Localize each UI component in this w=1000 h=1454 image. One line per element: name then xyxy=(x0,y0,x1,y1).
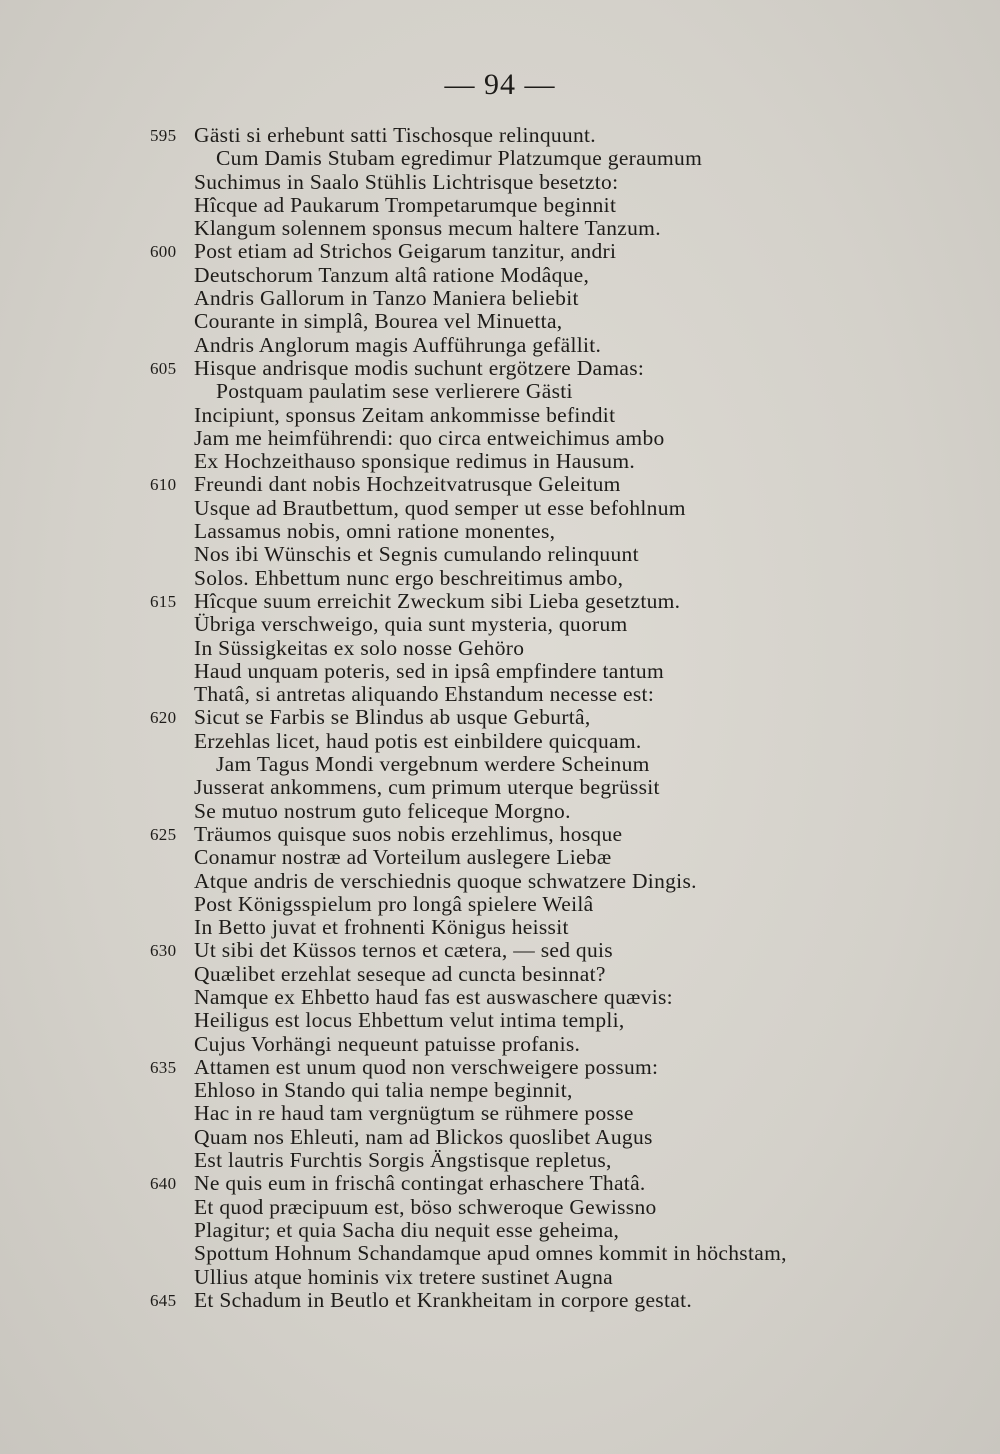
verse-line xyxy=(0,450,1000,473)
verse-line xyxy=(0,939,1000,962)
verse-line xyxy=(0,1033,1000,1056)
verse-line xyxy=(0,567,1000,590)
verse-text: Ex Hochzeithauso sponsique redimus in Hausum. xyxy=(194,449,636,474)
verse-line xyxy=(0,683,1000,706)
verse-line xyxy=(0,963,1000,986)
line-number: 635 xyxy=(150,1057,177,1077)
verse-text: Cum Damis Stubam egredimur Platzumque geraumum xyxy=(216,146,703,171)
verse-text: Klangum solennem sponsus mecum haltere Tanzum. xyxy=(194,216,661,241)
verse-text: Attamen est unum quod non verschweigere possum: xyxy=(194,1054,659,1079)
line-number: 615 xyxy=(150,591,177,611)
verse-line xyxy=(0,893,1000,916)
verse-text: Jusserat ankommens, cum primum uterque begrüssit xyxy=(194,775,660,800)
verse-text: Andris Anglorum magis Aufführunga gefällit. xyxy=(194,332,602,357)
verse-line xyxy=(0,520,1000,543)
line-number: 595 xyxy=(150,126,177,145)
verse-text: In Betto juvat et frohnenti Königus heissit xyxy=(194,915,569,940)
verse-line xyxy=(0,776,1000,799)
verse-text: Freundi dant nobis Hochzeitvatrusque Geleitum xyxy=(194,472,621,497)
verse-text: Hîcque ad Paukarum Trompetarumque beginnit xyxy=(194,192,617,217)
verse-line xyxy=(0,217,1000,240)
line-number: 605 xyxy=(150,358,177,378)
verse-text: Jam Tagus Mondi vergebnum werdere Scheinum xyxy=(216,752,650,777)
verse-line xyxy=(0,800,1000,823)
verse-line xyxy=(0,706,1000,729)
verse-text: Spottum Hohnum Schandamque apud omnes kommit in höchstam, xyxy=(194,1241,787,1266)
verse-line xyxy=(0,823,1000,846)
verse-line xyxy=(0,916,1000,939)
verse-line xyxy=(0,357,1000,380)
verse-line xyxy=(0,124,1000,147)
verse-line xyxy=(0,753,1000,776)
verse-text: Incipiunt, sponsus Zeitam ankommisse befindit xyxy=(194,402,616,427)
line-number: 610 xyxy=(150,475,177,495)
verse-line xyxy=(0,427,1000,450)
verse-text: Plagitur; et quia Sacha diu nequit esse geheima, xyxy=(194,1217,620,1242)
line-number: 600 xyxy=(150,242,177,262)
line-number: 645 xyxy=(150,1290,177,1310)
verse-line xyxy=(0,1149,1000,1172)
verse-line xyxy=(0,334,1000,357)
verse-text: Cujus Vorhängi nequeunt patuisse profanis. xyxy=(194,1031,581,1056)
verse-line xyxy=(0,194,1000,217)
verse-text: Deutschorum Tanzum altâ ratione Modâque, xyxy=(194,262,590,287)
verse-line xyxy=(0,1126,1000,1149)
verse-line xyxy=(0,287,1000,310)
verse-text: Übriga verschweigo, quia sunt mysteria, quorum xyxy=(194,612,628,637)
line-number: 625 xyxy=(150,824,177,844)
verse-line xyxy=(0,1196,1000,1219)
verse-text: Jam me heimführendi: quo circa entweichimus ambo xyxy=(194,425,665,450)
verse-line xyxy=(0,473,1000,496)
verse-text: Träumos quisque suos nobis erzehlimus, hosque xyxy=(194,821,623,846)
verse-line xyxy=(0,1172,1000,1195)
verse-line xyxy=(0,590,1000,613)
verse-line xyxy=(0,1266,1000,1289)
verse-line xyxy=(0,660,1000,683)
verse-text: Quælibet erzehlat seseque ad cuncta besinnat? xyxy=(194,961,606,986)
line-number: 630 xyxy=(150,941,177,961)
verse-text: Post Königsspielum pro longâ spielere Weilâ xyxy=(194,891,594,916)
page-number-header: — 94 — xyxy=(444,68,556,101)
verse-text: Et quod præcipuum est, böso schweroque Gewissno xyxy=(194,1194,657,1219)
verse-text: Hîcque suum erreichit Zweckum sibi Lieba gesetztum. xyxy=(194,588,681,613)
verse-text: In Süssigkeitas ex solo nosse Gehöro xyxy=(194,635,525,660)
verse-text: Se mutuo nostrum guto feliceque Morgno. xyxy=(194,798,571,823)
verse-text: Andris Gallorum in Tanzo Maniera beliebit xyxy=(194,286,579,311)
verse-line xyxy=(0,1056,1000,1079)
verse-text: Ehloso in Stando qui talia nempe beginnit, xyxy=(194,1078,573,1103)
verse-line xyxy=(0,380,1000,403)
verse-line xyxy=(0,1079,1000,1102)
verse-text: Conamur nostræ ad Vorteilum auslegere Liebæ xyxy=(194,845,612,870)
verse-text: Est lautris Furchtis Sorgis Ängstisque repletus, xyxy=(194,1148,612,1173)
poem-body xyxy=(0,124,1000,1312)
verse-line xyxy=(0,1289,1000,1312)
verse-line xyxy=(0,1219,1000,1242)
verse-line xyxy=(0,613,1000,636)
verse-text: Lassamus nobis, omni ratione monentes, xyxy=(194,519,556,544)
verse-line xyxy=(0,846,1000,869)
verse-text: Heiligus est locus Ehbettum velut intima templi, xyxy=(194,1008,625,1033)
verse-text: Thatâ, si antretas aliquando Ehstandum necesse est: xyxy=(194,682,655,707)
verse-text: Gästi si erhebunt satti Tischosque relinquunt. xyxy=(194,123,596,147)
verse-line xyxy=(0,543,1000,566)
verse-text: Et Schadum in Beutlo et Krankheitam in corpore gestat. xyxy=(194,1287,693,1312)
verse-text: Postquam paulatim sese verlierere Gästi xyxy=(216,379,573,404)
verse-line xyxy=(0,730,1000,753)
verse-text: Quam nos Ehleuti, nam ad Blickos quoslibet Augus xyxy=(194,1124,653,1149)
verse-text: Solos. Ehbettum nunc ergo beschreitimus ambo, xyxy=(194,565,624,590)
verse-text: Sicut se Farbis se Blindus ab usque Geburtâ, xyxy=(194,705,591,730)
verse-text: Hisque andrisque modis suchunt ergötzere Damas: xyxy=(194,355,645,380)
verse-line xyxy=(0,310,1000,333)
verse-text: Post etiam ad Strichos Geigarum tanzitur, andri xyxy=(194,239,617,264)
verse-text: Courante in simplâ, Bourea vel Minuetta, xyxy=(194,309,563,334)
line-number: 620 xyxy=(150,708,177,728)
verse-text: Ne quis eum in frischâ contingat erhaschere Thatâ. xyxy=(194,1171,646,1196)
verse-text: Namque ex Ehbetto haud fas est auswaschere quævis: xyxy=(194,984,673,1009)
verse-text: Ut sibi det Küssos ternos et cætera, — sed quis xyxy=(194,938,613,963)
verse-text: Hac in re haud tam vergnügtum se rühmere posse xyxy=(194,1101,634,1126)
verse-line xyxy=(0,264,1000,287)
verse-text: Haud unquam poteris, sed in ipsâ empfindere tantum xyxy=(194,658,664,683)
verse-line xyxy=(0,240,1000,263)
verse-line xyxy=(0,404,1000,427)
verse-text: Atque andris de verschiednis quoque schwatzere Dingis. xyxy=(194,868,697,893)
verse-text: Nos ibi Wünschis et Segnis cumulando relinquunt xyxy=(194,542,639,567)
verse-line xyxy=(0,147,1000,170)
verse-text: Ullius atque hominis vix tretere sustinet Augna xyxy=(194,1264,613,1289)
verse-text: Erzehlas licet, haud potis est einbildere quicquam. xyxy=(194,728,642,753)
verse-line xyxy=(0,870,1000,893)
verse-line xyxy=(0,1102,1000,1125)
verse-line xyxy=(0,637,1000,660)
verse-line xyxy=(0,1242,1000,1265)
verse-line xyxy=(0,171,1000,194)
verse-line xyxy=(0,1009,1000,1032)
verse-line xyxy=(0,986,1000,1009)
verse-text: Suchimus in Saalo Stühlis Lichtrisque besetzto: xyxy=(194,169,619,194)
verse-text: Usque ad Brautbettum, quod semper ut esse befohlnum xyxy=(194,495,686,520)
line-number: 640 xyxy=(150,1174,177,1194)
verse-line xyxy=(0,497,1000,520)
